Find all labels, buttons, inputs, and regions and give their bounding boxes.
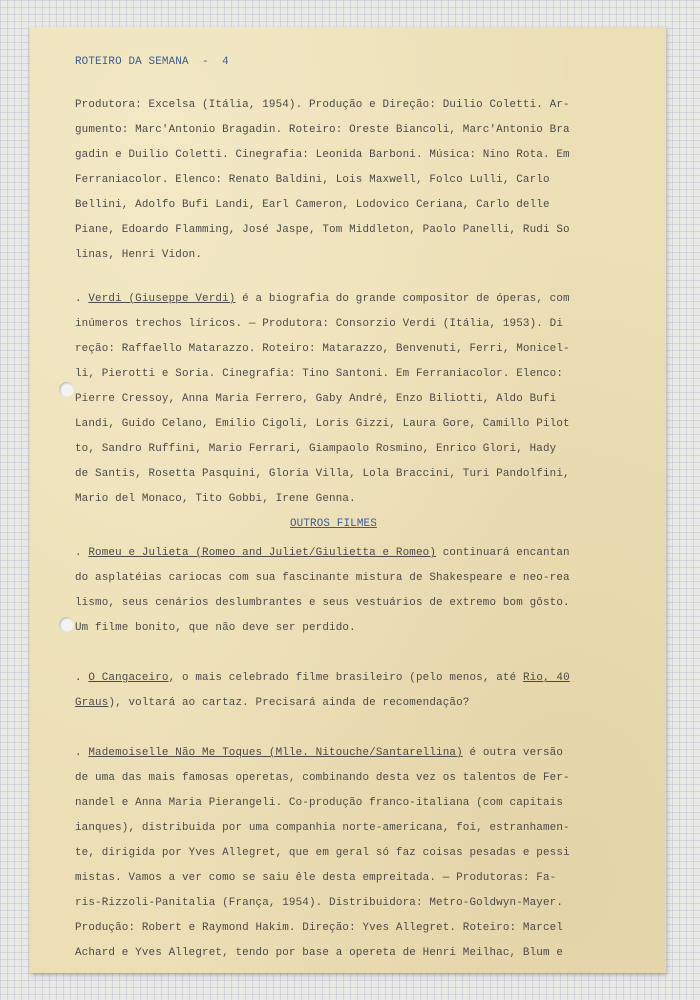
film-title: O Cangaceiro (88, 672, 169, 684)
punch-hole (59, 617, 74, 632)
text-line: Achard e Yves Allegret, tendo por base a opereta de Henri Meilhac, Blum e (75, 947, 564, 959)
text-line: Landi, Guido Celano, Emilio Cigoli, Loris Gizzi, Laura Gore, Camillo Pilot (75, 418, 570, 430)
text-line: gumento: Marc'Antonio Bragadin. Roteiro: Oreste Biancoli, Marc'Antonio Bra (75, 124, 570, 136)
film-title: Romeu e Julieta (Romeo and Juliet/Giulietta e Romeo) (88, 547, 437, 559)
text-line: mistas. Vamos a ver como se saiu êle desta empreitada. — Produtoras: Fa- (75, 872, 557, 884)
film-reference: Rio, 40 (522, 672, 570, 684)
text-line: reção: Raffaello Matarazzo. Roteiro: Matarazzo, Benvenuti, Ferri, Monicel- (75, 343, 570, 355)
text-line: li, Pierotti e Soria. Cinegrafia: Tino Santoni. Em Ferraniacolor. Elenco: (75, 368, 564, 380)
text-line: . Verdi (Giuseppe Verdi) é a biografia do grande compositor de óperas, com (75, 293, 570, 305)
text-line: . Romeu e Julieta (Romeo and Juliet/Giulietta e Romeo) continuará encantan (75, 547, 570, 559)
text-line: Ferraniacolor. Elenco: Renato Baldini, Lois Maxwell, Folco Lulli, Carlo (75, 174, 550, 186)
punch-hole (59, 382, 74, 397)
text-line: nandel e Anna Maria Pierangeli. Co-produção franco-italiana (com capitais (75, 797, 564, 809)
text-line: Piane, Edoardo Flamming, José Jaspe, Tom Middleton, Paolo Panelli, Rudi So (75, 224, 570, 236)
page-header: ROTEIRO DA SEMANA - 4 (75, 56, 229, 68)
text-line: to, Sandro Ruffini, Mario Ferrari, Giampaolo Rosmino, Enrico Glori, Hady (75, 443, 557, 455)
text-line: ris-Rizzoli-Panitalia (França, 1954). Distribuidora: Metro-Goldwyn-Mayer. (75, 897, 564, 909)
text-line: Bellini, Adolfo Bufi Landi, Earl Cameron, Lodovico Ceriana, Carlo delle (75, 199, 550, 211)
text-line: ianques), distribuida por uma companhia norte-americana, foi, estranhamen- (75, 822, 570, 834)
film-reference: Graus (75, 697, 109, 709)
text-line: Graus), voltará ao cartaz. Precisará ainda de recomendação? (75, 697, 470, 709)
text-line: . Mademoiselle Não Me Toques (Mlle. Nitouche/Santarellina) é outra versão (75, 747, 564, 759)
text-line: de uma das mais famosas operetas, combinando desta vez os talentos de Fer- (75, 772, 570, 784)
text-line: te, dirigida por Yves Allegret, que em geral só faz coisas pesadas e pessi (75, 847, 570, 859)
text-line: linas, Henri Vidon. (75, 249, 203, 261)
film-title: Mademoiselle Não Me Toques (Mlle. Nitouche/Santarellina) (88, 747, 463, 759)
text-line: Um filme bonito, que não deve ser perdido. (75, 622, 356, 634)
text-line: Pierre Cressoy, Anna Maria Ferrero, Gaby André, Enzo Biliotti, Aldo Bufi (75, 393, 557, 405)
text-line: gadin e Duilio Coletti. Cinegrafia: Leonida Barboni. Música: Nino Rota. Em (75, 149, 570, 161)
text-line: Produção: Robert e Raymond Hakim. Direção: Yves Allegret. Roteiro: Marcel (75, 922, 564, 934)
text-line: Produtora: Excelsa (Itália, 1954). Produção e Direção: Duilio Coletti. Ar- (75, 99, 570, 111)
text-line: de Santis, Rosetta Pasquini, Gloria Villa, Lola Braccini, Turi Pandolfini, (75, 468, 570, 480)
text-line: inúmeros trechos líricos. — Produtora: Consorzio Verdi (Itália, 1953). Di (75, 318, 564, 330)
text-line: Mario del Monaco, Tito Gobbi, Irene Genna. (75, 493, 356, 505)
text-line: do asplatéias cariocas com sua fascinante mistura de Shakespeare e neo-rea (75, 572, 570, 584)
text-line: . O Cangaceiro, o mais celebrado filme brasileiro (pelo menos, até Rio, 40 (75, 672, 570, 684)
typewritten-page (30, 27, 666, 973)
section-heading: OUTROS FILMES (290, 518, 377, 530)
text-line: lismo, seus cenários deslumbrantes e seus vestuários de extremo bom gôsto. (75, 597, 570, 609)
film-title: Verdi (Giuseppe Verdi) (88, 293, 236, 305)
